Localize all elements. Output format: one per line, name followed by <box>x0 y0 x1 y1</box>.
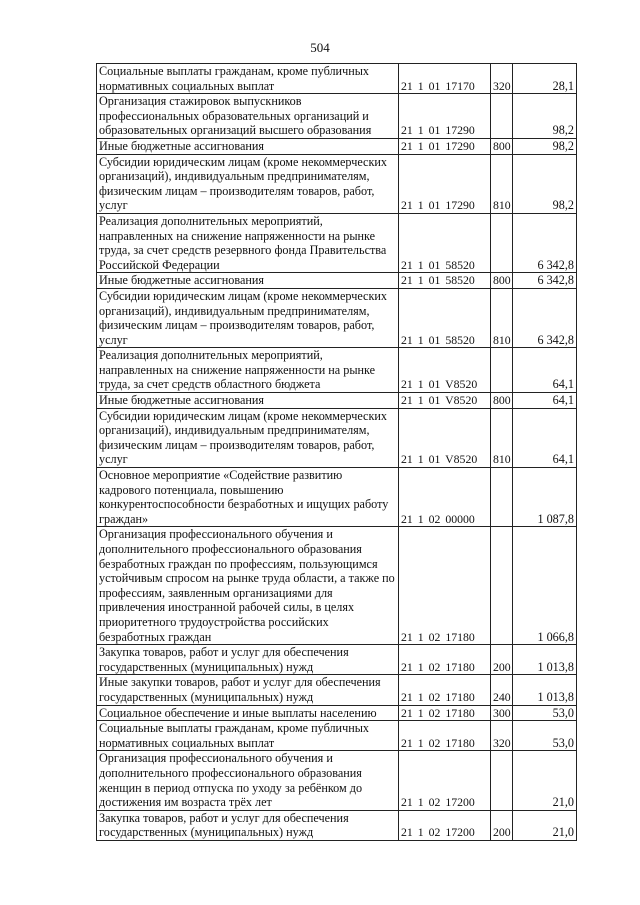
row-expense-type: 800 <box>491 393 513 409</box>
row-expense-type: 240 <box>491 675 513 705</box>
row-amount: 1 066,8 <box>513 527 577 645</box>
row-expense-type <box>491 213 513 272</box>
row-expense-type: 810 <box>491 288 513 347</box>
row-amount: 21,0 <box>513 751 577 810</box>
row-amount: 6 342,8 <box>513 288 577 347</box>
row-expense-type <box>491 751 513 810</box>
row-code: 21 1 02 17180 <box>399 705 491 721</box>
row-name: Организация профессионального обучения и дополнительного профессионального образования женщин в период отпуска по уходу за ребёнком до достижения им возраста трёх лет <box>97 751 399 810</box>
row-amount: 1 013,8 <box>513 645 577 675</box>
row-expense-type: 810 <box>491 408 513 467</box>
table-row <box>97 138 577 154</box>
row-name: Основное мероприятие «Содействие развитию кадрового потенциала, повышению конкурентоспособности безработных и ищущих работу граждан» <box>97 468 399 527</box>
row-expense-type: 300 <box>491 705 513 721</box>
row-name: Организация профессионального обучения и дополнительного профессионального образования безработных граждан по профессиям, пользующимся устойчивым спросом на рынке труда области, а также по профессиям, заявленным организациями для привлечения иностранной рабочей силы, в целях приоритетного трудоустройства российских безработных граждан <box>97 527 399 645</box>
row-expense-type: 800 <box>491 138 513 154</box>
row-expense-type: 320 <box>491 721 513 751</box>
table-row <box>97 408 577 467</box>
row-amount: 53,0 <box>513 705 577 721</box>
row-name: Реализация дополнительных мероприятий, направленных на снижение напряженности на рынке труда, за счет средств резервного фонда Правительства Российской Федерации <box>97 213 399 272</box>
row-name: Субсидии юридическим лицам (кроме некоммерческих организаций), индивидуальным предпринимателям, физическим лицам – производителям товаров, работ, услуг <box>97 154 399 213</box>
row-amount: 64,1 <box>513 348 577 393</box>
row-code: 21 1 01 17290 <box>399 154 491 213</box>
table-row <box>97 645 577 675</box>
table-row <box>97 273 577 289</box>
row-amount: 1 087,8 <box>513 468 577 527</box>
row-name: Субсидии юридическим лицам (кроме некоммерческих организаций), индивидуальным предпринимателям, физическим лицам – производителям товаров, работ, услуг <box>97 288 399 347</box>
row-amount: 6 342,8 <box>513 213 577 272</box>
row-code: 21 1 02 17180 <box>399 527 491 645</box>
table-row <box>97 527 577 645</box>
table-row <box>97 94 577 139</box>
table-row <box>97 468 577 527</box>
budget-table <box>96 63 577 841</box>
row-expense-type: 810 <box>491 154 513 213</box>
row-code: 21 1 01 17290 <box>399 138 491 154</box>
table-row <box>97 154 577 213</box>
row-amount: 1 013,8 <box>513 675 577 705</box>
table-row <box>97 393 577 409</box>
table-row <box>97 721 577 751</box>
row-amount: 64,1 <box>513 393 577 409</box>
row-name: Организация стажировок выпускников профессиональных образовательных организаций и образовательных организаций высшего образования <box>97 94 399 139</box>
table-row <box>97 288 577 347</box>
row-code: 21 1 02 17200 <box>399 810 491 840</box>
row-amount: 98,2 <box>513 138 577 154</box>
row-name: Иные закупки товаров, работ и услуг для обеспечения государственных (муниципальных) нужд <box>97 675 399 705</box>
row-expense-type <box>491 527 513 645</box>
row-amount: 53,0 <box>513 721 577 751</box>
row-expense-type: 320 <box>491 64 513 94</box>
row-name: Субсидии юридическим лицам (кроме некоммерческих организаций), индивидуальным предпринимателям, физическим лицам – производителям товаров, работ, услуг <box>97 408 399 467</box>
table-row <box>97 751 577 810</box>
row-expense-type <box>491 468 513 527</box>
row-name: Закупка товаров, работ и услуг для обеспечения государственных (муниципальных) нужд <box>97 645 399 675</box>
row-code: 21 1 01 V8520 <box>399 348 491 393</box>
table-row <box>97 64 577 94</box>
row-name: Иные бюджетные ассигнования <box>97 273 399 289</box>
table-row <box>97 213 577 272</box>
row-amount: 6 342,8 <box>513 273 577 289</box>
row-expense-type <box>491 94 513 139</box>
row-name: Иные бюджетные ассигнования <box>97 393 399 409</box>
row-amount: 21,0 <box>513 810 577 840</box>
row-code: 21 1 01 58520 <box>399 213 491 272</box>
row-code: 21 1 01 17170 <box>399 64 491 94</box>
row-code: 21 1 02 17200 <box>399 751 491 810</box>
table-row <box>97 348 577 393</box>
row-amount: 98,2 <box>513 154 577 213</box>
row-name: Социальные выплаты гражданам, кроме публичных нормативных социальных выплат <box>97 64 399 94</box>
row-name: Закупка товаров, работ и услуг для обеспечения государственных (муниципальных) нужд <box>97 810 399 840</box>
row-name: Социальное обеспечение и иные выплаты населению <box>97 705 399 721</box>
row-expense-type: 800 <box>491 273 513 289</box>
row-amount: 64,1 <box>513 408 577 467</box>
row-code: 21 1 02 17180 <box>399 675 491 705</box>
row-code: 21 1 02 17180 <box>399 721 491 751</box>
row-code: 21 1 01 58520 <box>399 273 491 289</box>
row-code: 21 1 02 00000 <box>399 468 491 527</box>
row-amount: 28,1 <box>513 64 577 94</box>
row-code: 21 1 01 V8520 <box>399 393 491 409</box>
row-expense-type <box>491 348 513 393</box>
page-number: 504 <box>310 40 330 55</box>
row-name: Реализация дополнительных мероприятий, направленных на снижение напряженности на рынке труда, за счет средств областного бюджета <box>97 348 399 393</box>
row-code: 21 1 02 17180 <box>399 645 491 675</box>
row-name: Социальные выплаты гражданам, кроме публичных нормативных социальных выплат <box>97 721 399 751</box>
row-amount: 98,2 <box>513 94 577 139</box>
row-expense-type: 200 <box>491 810 513 840</box>
table-row <box>97 675 577 705</box>
row-code: 21 1 01 V8520 <box>399 408 491 467</box>
row-name: Иные бюджетные ассигнования <box>97 138 399 154</box>
row-code: 21 1 01 17290 <box>399 94 491 139</box>
table-row <box>97 810 577 840</box>
table-row <box>97 705 577 721</box>
row-expense-type: 200 <box>491 645 513 675</box>
row-code: 21 1 01 58520 <box>399 288 491 347</box>
